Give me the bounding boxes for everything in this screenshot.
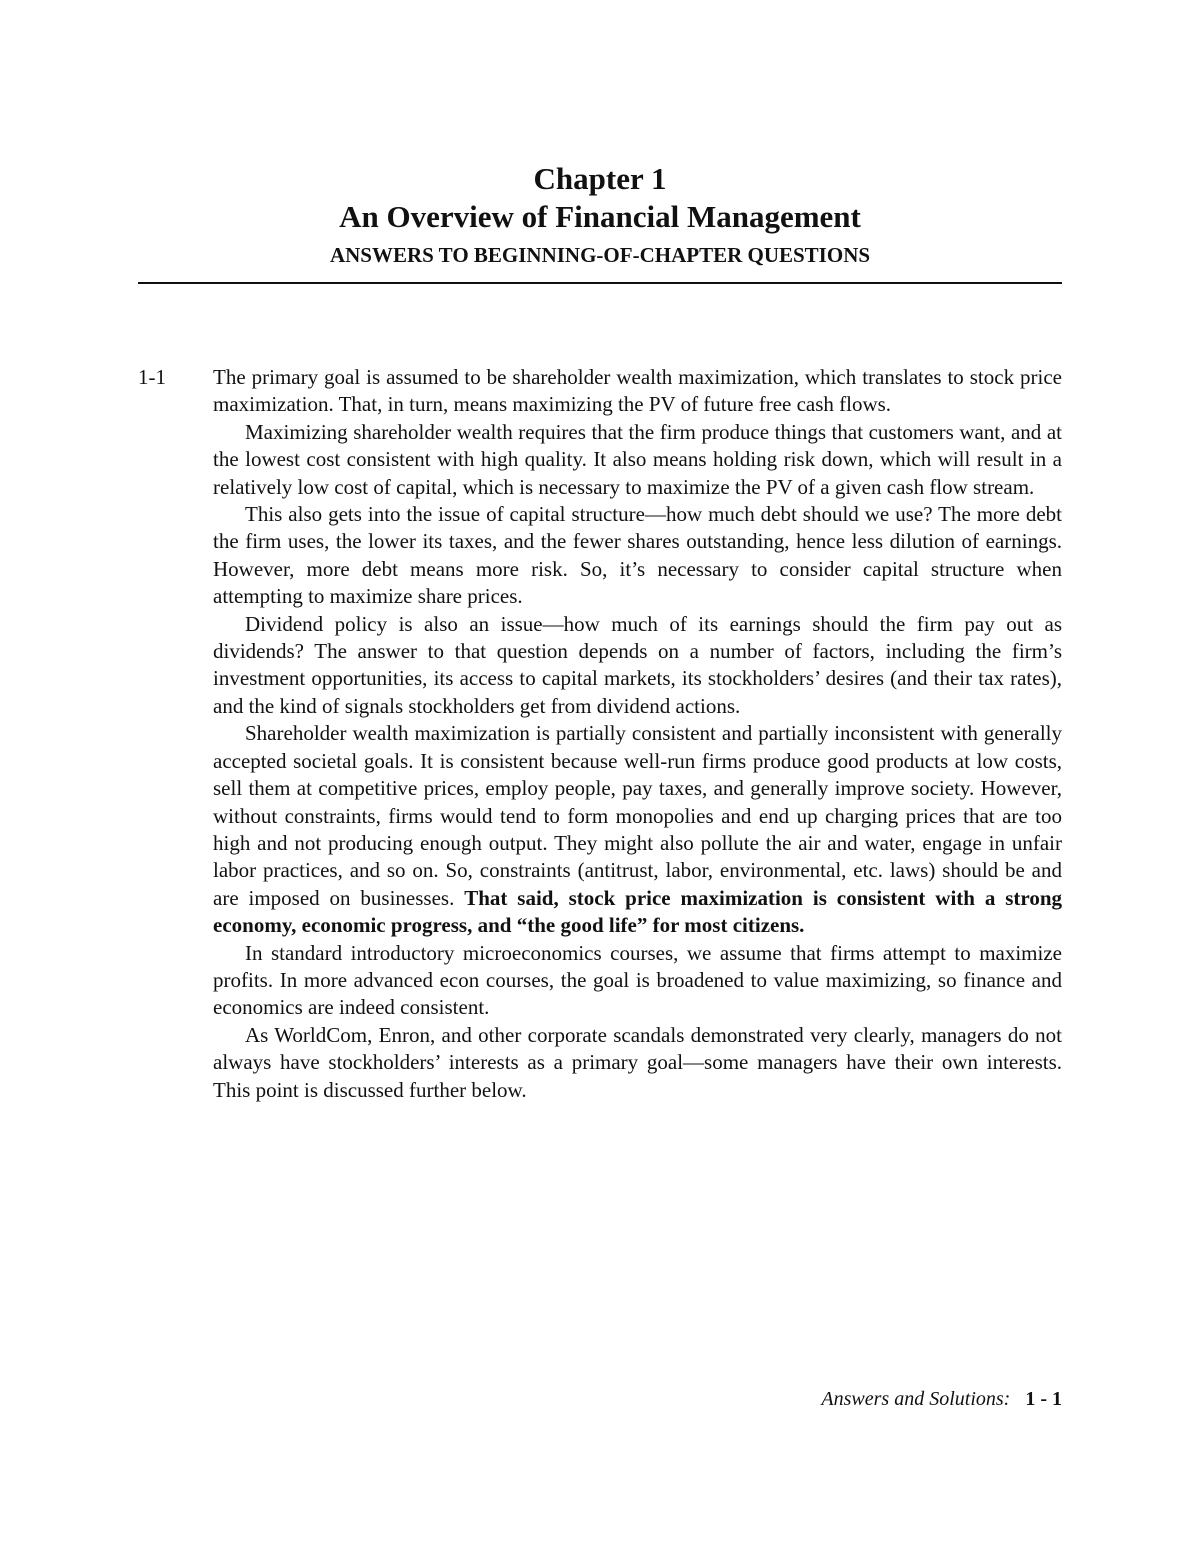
page-number: 1 - 1	[1025, 1388, 1062, 1410]
answer-paragraph-4: Dividend policy is also an issue—how much of its earnings should the firm pay out as dividends? The answer to that question depends on a number of factors, including the firm’s investment opportunities, its access to capital markets, its stockholders’ desires (and their tax rates), and the kind of signals stockholders get from dividend actions.	[213, 611, 1062, 718]
answer-paragraph-5-text: Shareholder wealth maximization is partially consistent and partially inconsistent with generally accepted societal goals. It is consistent because well-run firms produce good products at low costs, sell them at competitive prices, employ people, pay taxes, and generally improve society. However, without constraints, firms would tend to form monopolies and end up charging prices that are too high and not producing enough output. They might also pollute the air and water, engage in unfair labor practices, and so on. So, constraints (antitrust, labor, environmental, etc. laws) should be and are imposed on businesses.	[213, 721, 1062, 910]
answer-paragraph-7: As WorldCom, Enron, and other corporate scandals demonstrated very clearly, managers do not always have stockholders’ interests as a primary goal—some managers have their own interests. This point is discussed further below.	[213, 1022, 1062, 1102]
answer-paragraph-5	[213, 720, 1062, 939]
answer-paragraph-1: The primary goal is assumed to be shareholder wealth maximization, which translates to stock price maximization. That, in turn, means maximizing the PV of future free cash flows.	[213, 365, 1062, 417]
section-heading: ANSWERS TO BEGINNING-OF-CHAPTER QUESTIONS	[329, 243, 871, 267]
header-divider	[138, 282, 1062, 284]
chapter-header	[138, 160, 1062, 270]
chapter-number: Chapter 1	[533, 161, 667, 196]
footer-label: Answers and Solutions:	[821, 1388, 1011, 1410]
answer-paragraph-3: This also gets into the issue of capital structure—how much debt should we use? The more debt the firm uses, the lower its taxes, and the fewer shares outstanding, hence less dilution of earnings. However, more debt means more risk. So, it’s necessary to consider capital structure when attempting to maximize share prices.	[213, 502, 1062, 609]
answer-body	[213, 364, 1062, 1104]
answer-paragraph-6: In standard introductory microeconomics courses, we assume that firms attempt to maximize profits. In more advanced econ courses, the goal is broadened to value maximizing, so finance and economics are indeed consistent.	[213, 940, 1062, 1020]
answer-paragraph-5-emphasis: That said, stock price maximization is consistent with a strong economy, economic progress, and “the good life” for most citizens.	[213, 885, 1063, 938]
answer-paragraph-2: Maximizing shareholder wealth requires that the firm produce things that customers want, and at the lowest cost consistent with high quality. It also means holding risk down, which will result in a relatively low cost of capital, which is necessary to maximize the PV of a given cash flow stream.	[213, 419, 1062, 499]
page-footer	[821, 1386, 1062, 1412]
chapter-title: An Overview of Financial Management	[339, 199, 861, 234]
question-number: 1-1	[138, 365, 166, 389]
